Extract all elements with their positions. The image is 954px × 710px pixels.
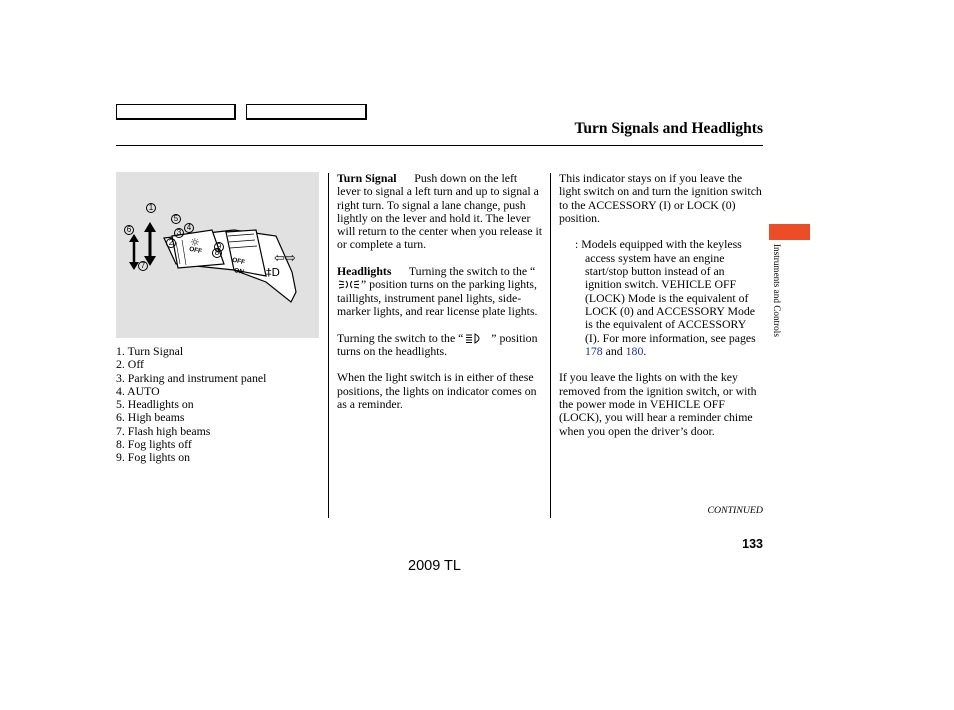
headlights-on-text-b: ” position turns on the headlights. [337,330,538,358]
turn-signal-heading: Turn Signal [337,171,397,185]
legend-item: 5. Headlights on [116,397,194,412]
nav-button-previous[interactable] [116,104,236,120]
headlights-on-text-a: Turning the switch to the “ [337,330,464,345]
lever-label-off-outer: OFF [231,256,246,267]
callout-1: 1 [146,203,156,213]
headlights-on-paragraph [337,332,543,359]
keyless-note [559,238,763,358]
keyless-note-text: : Models equipped with the keyless access system have an engine start/stop button instead of an ignition switch. VEHICLE OFF (LOCK) Mode is the equivalent of LOCK (0) and ACCESSORY Mode is the equivalent of ACCESSORY (I). For more information, see pages [575,237,756,345]
section-tab [769,224,810,240]
lever-illustration [116,172,319,338]
keyless-note-and: and [605,343,623,358]
lever-label-off-inner: OFF [188,245,203,256]
legend-item: 4. AUTO [116,383,160,398]
page-link-180[interactable]: 180 [625,343,644,358]
column-divider-2 [550,173,551,518]
svg-text:⇦⇨: ⇦⇨ [274,251,296,266]
page-link-178[interactable]: 178 [585,343,603,358]
section-label-text: Instruments and Controls [772,244,782,337]
column-divider-1 [328,173,329,518]
turn-signal-text: Push down on the left lever to signal a left turn and up to signal a right turn. To signal a lane change, push lightly on the lever and hold it. The lever will return to the center when you release it or complete a turn. [337,171,543,252]
svg-text:☼: ☼ [190,236,200,249]
lever-label-on: ON [233,267,245,276]
legend-item: 6. High beams [116,410,185,425]
legend-item: 9. Fog lights on [116,450,191,465]
chime-paragraph: If you leave the lights on with the key removed from the ignition switch, or with the power mode in VEHICLE OFF (LOCK), you will hear a reminder chime when you open the driver’s door. [559,370,757,438]
callout-6: 6 [124,225,134,235]
page-title: Turn Signals and Headlights [574,120,763,137]
page-number: 133 [742,537,763,551]
keyless-note-end: . [643,343,647,358]
svg-text:‡D: ‡D [266,266,280,279]
headlights-paragraph [337,265,543,318]
title-rule [116,145,763,146]
headlights-text-a: Turning the switch to the “ [408,264,536,279]
callout-4: 4 [184,223,194,233]
turn-signal-paragraph [337,172,543,252]
callout-3: 3 [174,228,184,238]
parking-lights-icon [337,279,361,290]
reminder-paragraph: When the light switch is in either of these positions, the lights on indicator comes on as a reminder. [337,370,537,412]
callout-9: 9 [214,242,224,252]
continued-label: CONTINUED [707,505,763,516]
model-footer: 2009 TL [408,558,461,574]
headlight-icon [463,333,485,344]
indicator-paragraph: This indicator stays on if you leave the light switch on and turn the ignition switch to the ACCESSORY (I) or LOCK (0) position. [559,171,762,225]
section-label [770,244,784,370]
legend-item: 2. Off [116,357,144,372]
callout-5: 5 [171,214,181,224]
figure-legend [116,345,266,465]
headlights-heading: Headlights [337,264,392,279]
text-column-3 [559,172,763,451]
legend-item: 7. Flash high beams [116,423,211,438]
legend-item: 8. Fog lights off [116,437,192,452]
callout-8: 8 [212,248,222,258]
headlights-text-b: ” position turns on the parking lights, taillights, instrument panel lights, side-marker lights, and rear license plate lights. [337,277,538,318]
legend-item: 1. Turn Signal [116,344,184,358]
nav-button-next[interactable] [246,104,367,120]
text-column-2 [337,172,543,425]
callout-7: 7 [138,261,148,271]
callout-2: 2 [166,238,176,248]
legend-item: 3. Parking and instrument panel [116,370,267,385]
